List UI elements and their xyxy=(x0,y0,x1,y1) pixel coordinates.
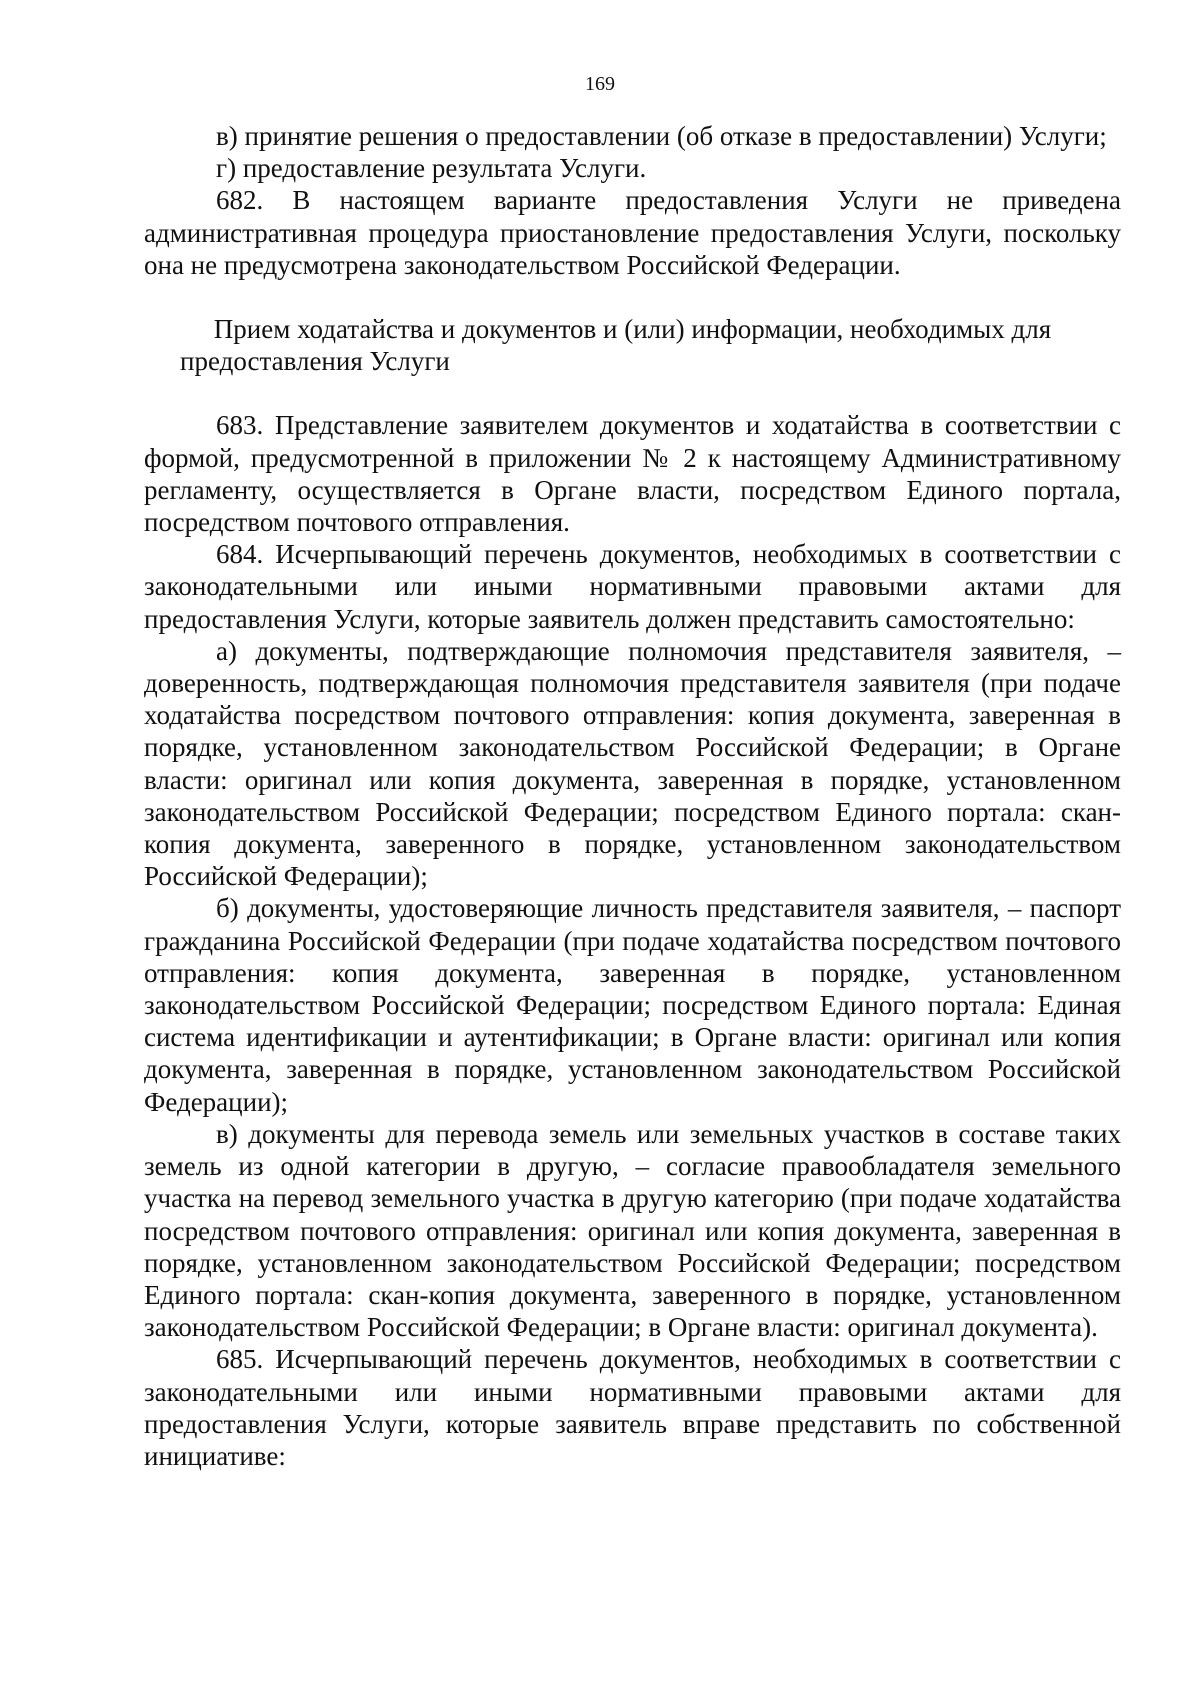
document-body xyxy=(144,120,1121,1472)
paragraph-682: 682. В настоящем варианте предоставления Услуги не приведена административная процедура приостановление предоставления Услуги, поскольку она не предусмотрена законодательством Российской Федерации. xyxy=(144,185,1121,280)
paragraph-684: 684. Исчерпывающий перечень документов, необходимых в соответствии с законодательными или иными нормативными правовыми актами для предоставления Услуги, которые заявитель должен представить самостоятельно: xyxy=(144,539,1121,634)
paragraph-684-a: а) документы, подтверждающие полномочия представителя заявителя, – доверенность, подтверждающая полномочия представителя заявителя (при подаче ходатайства посредством почтового отправления: копия документа, заверенная в порядке, установленном законодательством Российской Федерации; в Органе власти: оригинал или копия документа, заверенная в порядке, установленном законодательством Российской Федерации; посредством Единого портала: скан-копия документа, заверенного в порядке, установленном законодательством Российской Федерации); xyxy=(144,635,1121,892)
paragraph-683: 683. Представление заявителем документов и ходатайства в соответствии с формой, предусмотренной в приложении № 2 к настоящему Административному регламенту, осуществляется в Органе власти, посредством Единого портала, посредством почтового отправления. xyxy=(144,410,1121,538)
paragraph-item-v-decision: в) принятие решения о предоставлении (об отказе в предоставлении) Услуги; xyxy=(216,121,1107,151)
paragraph-item-g-result: г) предоставление результата Услуги. xyxy=(216,153,647,184)
paragraph-685: 685. Исчерпывающий перечень документов, необходимых в соответствии с законодательными или иными нормативными правовыми актами для предоставления Услуги, которые заявитель вправе представить по собственной инициативе: xyxy=(144,1344,1121,1471)
paragraph-684-v: в) документы для перевода земель или земельных участков в составе таких земель из одной категории в другую, – согласие правообладателя земельного участка на перевод земельного участка в другую категорию (при подаче ходатайства посредством почтового отправления: оригинал или копия документа, заверенная в порядке, установленном законодательством Российской Федерации; посредством Единого портала: скан-копия документа, заверенного в порядке, установленном законодательством Российской Федерации; в Органе власти: оригинал документа). xyxy=(144,1118,1121,1343)
section-heading: Прием ходатайства и документов и (или) информации, необходимых для предоставления Услуги xyxy=(180,314,1052,377)
page-number: 169 xyxy=(585,73,615,95)
paragraph-684-b: б) документы, удостоверяющие личность представителя заявителя, – паспорт гражданина Российской Федерации (при подаче ходатайства посредством почтового отправления: копия документа, заверенная в порядке, установленном законодательством Российской Федерации; посредством Единого портала: Единая система идентификации и аутентификации; в Органе власти: оригинал или копия документа, заверенная в порядке, установленном законодательством Российской Федерации); xyxy=(144,893,1121,1117)
